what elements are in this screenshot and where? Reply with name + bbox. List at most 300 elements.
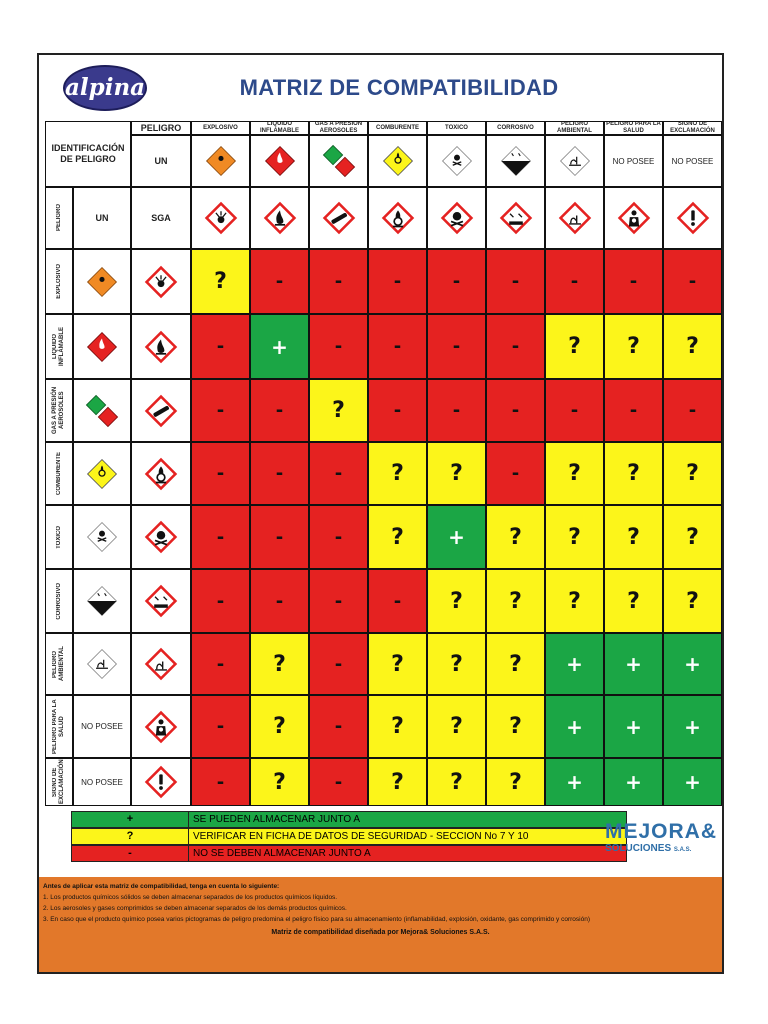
compatibility-cell — [604, 314, 663, 379]
compatibility-cell — [191, 695, 250, 758]
compatibility-matrix — [45, 121, 722, 806]
compatibility-symbol: - — [511, 271, 520, 292]
un-pictogram-cell — [309, 135, 368, 187]
compatibility-cell — [545, 442, 604, 505]
compatibility-cell — [427, 633, 486, 695]
ghs-oxidizer-icon — [144, 457, 178, 491]
ghs-exclamation-icon — [144, 765, 178, 799]
compatibility-symbol: - — [216, 771, 225, 793]
row-label-cell — [45, 695, 73, 758]
ghs-gas-cylinder-icon — [322, 201, 356, 235]
compatibility-symbol: ? — [214, 269, 227, 294]
compatibility-cell — [663, 633, 722, 695]
legend-symbol: + — [126, 813, 134, 825]
no-posee-label: NO POSEE — [81, 722, 123, 731]
row-label: SIGNO DE EXCLAMACIÓN — [52, 759, 65, 805]
un-explosive-icon — [85, 265, 119, 299]
compatibility-cell — [191, 505, 250, 569]
column-header — [604, 121, 663, 135]
compatibility-symbol: + — [684, 714, 701, 739]
column-header-label: SIGNO DE EXCLAMACIÓN — [670, 121, 715, 134]
compatibility-cell — [368, 314, 427, 379]
compatibility-cell — [663, 379, 722, 442]
ghs-environment-icon — [558, 201, 592, 235]
compatibility-symbol: - — [393, 336, 402, 357]
compatibility-symbol: ? — [686, 334, 699, 359]
sga-label-cell — [131, 187, 191, 249]
note-item: 2. Los aerosoles y gases comprimidos se deben almacenar separados de los demás productos químicos. — [43, 905, 347, 912]
un-environment-icon — [85, 647, 119, 681]
column-header-label: GAS A PRESIÓN AEROSOLES — [314, 121, 363, 134]
sga-pictogram-cell — [427, 187, 486, 249]
un-flammable-icon — [85, 330, 119, 364]
compatibility-cell — [368, 758, 427, 806]
row-label-cell — [45, 505, 73, 569]
ghs-skull-icon — [440, 201, 474, 235]
row-un-pictogram-cell — [73, 695, 131, 758]
sga-label: SGA — [151, 212, 171, 223]
compatibility-cell — [309, 505, 368, 569]
un-label-cell — [73, 187, 131, 249]
un-pictogram-cell — [427, 135, 486, 187]
compatibility-cell — [427, 505, 486, 569]
column-header-label: EXPLOSIVO — [203, 124, 238, 131]
row-un-pictogram-cell — [73, 314, 131, 379]
peligro-side-label-cell — [45, 187, 73, 249]
compatibility-symbol: - — [275, 463, 284, 484]
compatibility-symbol: + — [625, 770, 642, 794]
compatibility-cell — [545, 758, 604, 806]
compatibility-symbol: ? — [627, 588, 640, 614]
compatibility-symbol: ? — [273, 714, 286, 739]
compatibility-cell — [309, 379, 368, 442]
compatibility-symbol: ? — [568, 524, 581, 550]
compatibility-cell — [545, 633, 604, 695]
compatibility-symbol: ? — [509, 524, 522, 550]
compatibility-symbol: + — [271, 334, 288, 359]
compatibility-cell — [486, 695, 545, 758]
legend-text: VERIFICAR EN FICHA DE DATOS DE SEGURIDAD - SECCION No 7 Y 10 — [188, 829, 626, 844]
row-sga-pictogram-cell — [131, 442, 191, 505]
compatibility-symbol: - — [334, 716, 343, 737]
identification-label: IDENTIFICACIÓN DE PELIGRO — [51, 143, 125, 164]
compatibility-symbol: ? — [627, 334, 640, 359]
un-corrosive-icon — [499, 144, 533, 178]
compatibility-symbol: - — [452, 336, 461, 357]
compatibility-symbol: - — [688, 271, 697, 292]
sga-pictogram-cell — [368, 187, 427, 249]
un-pictogram-cell — [486, 135, 545, 187]
column-header — [663, 121, 722, 135]
compatibility-cell — [309, 442, 368, 505]
column-header — [427, 121, 486, 135]
compatibility-cell — [604, 379, 663, 442]
compatibility-symbol: - — [570, 400, 579, 421]
column-header-label: TOXICO — [445, 124, 468, 131]
compatibility-symbol: + — [625, 652, 642, 676]
column-header — [309, 121, 368, 135]
compatibility-symbol: - — [275, 590, 284, 612]
compatibility-cell — [486, 249, 545, 314]
row-label: TOXICO — [55, 525, 62, 549]
ghs-skull-icon — [144, 520, 178, 554]
brand-line2: SOLUCIONES — [605, 843, 672, 854]
column-header — [486, 121, 545, 135]
ghs-gas-cylinder-icon — [144, 394, 178, 428]
compatibility-symbol: + — [566, 652, 583, 676]
compatibility-symbol: ? — [391, 651, 404, 677]
column-header — [368, 121, 427, 135]
row-label: LIQUIDO INFLAMABLE — [52, 327, 65, 366]
compatibility-symbol: - — [511, 400, 520, 421]
compatibility-symbol: ? — [509, 651, 522, 677]
compatibility-symbol: ? — [686, 461, 699, 486]
column-header-label: CORROSIVO — [497, 124, 534, 131]
row-sga-pictogram-cell — [131, 695, 191, 758]
compatibility-symbol: + — [684, 770, 701, 794]
compatibility-cell — [486, 758, 545, 806]
un-pictogram-cell — [604, 135, 663, 187]
un-header — [131, 135, 191, 187]
compatibility-symbol: ? — [273, 651, 286, 677]
un-header-label: UN — [154, 155, 168, 166]
un-corrosive-icon — [85, 584, 119, 618]
column-header-label: PELIGRO PARA LA SALUD — [606, 121, 661, 134]
compatibility-cell — [604, 633, 663, 695]
compatibility-cell — [368, 505, 427, 569]
notes-intro: Antes de aplicar esta matriz de compatibilidad, tenga en cuenta lo siguiente: — [43, 883, 280, 890]
compatibility-cell — [191, 633, 250, 695]
compatibility-cell — [309, 249, 368, 314]
legend-text: NO SE DEBEN ALMACENAR JUNTO A — [188, 846, 626, 861]
compatibility-cell — [309, 758, 368, 806]
compatibility-cell — [427, 379, 486, 442]
compatibility-symbol: - — [216, 463, 225, 484]
un-pictogram-cell — [663, 135, 722, 187]
compatibility-cell — [191, 314, 250, 379]
sga-pictogram-cell — [604, 187, 663, 249]
compatibility-symbol: ? — [450, 651, 463, 677]
peligro-header — [131, 121, 191, 135]
credit-line: Matriz de compatibilidad diseñada por Mejora& Soluciones S.A.S. — [271, 929, 490, 936]
compatibility-cell — [545, 569, 604, 633]
compatibility-cell — [663, 314, 722, 379]
compatibility-cell — [663, 249, 722, 314]
ghs-exclamation-icon — [676, 201, 710, 235]
compatibility-symbol: - — [216, 653, 225, 675]
compatibility-cell — [663, 442, 722, 505]
compatibility-symbol: ? — [509, 714, 522, 739]
column-header-label: PELIGRO AMBIENTAL — [557, 121, 592, 134]
sga-pictogram-cell — [191, 187, 250, 249]
row-label: PELIGRO PARA LA SALUD — [52, 699, 65, 754]
compatibility-symbol: ? — [450, 714, 463, 739]
page-title: MATRIZ DE COMPATIBILIDAD — [239, 75, 559, 100]
compatibility-cell — [250, 758, 309, 806]
compatibility-symbol: - — [275, 271, 284, 292]
compatibility-cell — [663, 695, 722, 758]
compatibility-symbol: - — [511, 336, 520, 357]
compatibility-cell — [486, 633, 545, 695]
compatibility-cell — [191, 249, 250, 314]
row-label-cell — [45, 379, 73, 442]
row-un-pictogram-cell — [73, 758, 131, 806]
compatibility-symbol: ? — [391, 461, 404, 486]
compatibility-symbol: ? — [568, 461, 581, 486]
compatibility-cell — [604, 442, 663, 505]
compatibility-cell — [427, 569, 486, 633]
row-un-pictogram-cell — [73, 379, 131, 442]
compatibility-symbol: + — [566, 714, 583, 739]
compatibility-cell — [191, 758, 250, 806]
compatibility-cell — [427, 442, 486, 505]
compatibility-cell — [309, 314, 368, 379]
compatibility-cell — [427, 249, 486, 314]
compatibility-symbol: - — [393, 590, 402, 612]
row-label: PELIGRO AMBIENTAL — [52, 646, 65, 682]
column-header — [250, 121, 309, 135]
compatibility-symbol: - — [334, 463, 343, 484]
un-flammable-icon — [263, 144, 297, 178]
un-pictogram-cell — [368, 135, 427, 187]
compatibility-symbol: - — [334, 271, 343, 292]
compatibility-cell — [309, 569, 368, 633]
compatibility-symbol: ? — [391, 524, 404, 550]
row-label-cell — [45, 758, 73, 806]
column-header — [545, 121, 604, 135]
compatibility-cell — [545, 505, 604, 569]
un-pictogram-cell — [191, 135, 250, 187]
compatibility-cell — [545, 695, 604, 758]
compatibility-cell — [427, 695, 486, 758]
ghs-flame-icon — [144, 330, 178, 364]
compatibility-symbol: - — [334, 336, 343, 357]
compatibility-cell — [368, 633, 427, 695]
no-posee-label: NO POSEE — [81, 777, 123, 787]
note-item: 3. En caso que el producto químico posea varios pictogramas de peligro predomina el peligro físico para su almacenamiento (inflamabilidad, explosión, oxidante, gas comprimido y corrosión) — [43, 916, 591, 923]
compatibility-cell — [486, 379, 545, 442]
peligro-header-label: PELIGRO — [140, 122, 182, 133]
row-label: COMBURENTE — [55, 452, 62, 495]
row-label-cell — [45, 633, 73, 695]
compatibility-cell — [545, 249, 604, 314]
compatibility-cell — [191, 379, 250, 442]
compatibility-symbol: - — [393, 400, 402, 421]
compatibility-symbol: ? — [568, 588, 581, 614]
row-sga-pictogram-cell — [131, 505, 191, 569]
compatibility-cell — [250, 442, 309, 505]
un-gas-icon — [85, 394, 119, 428]
no-posee-label: NO POSEE — [671, 156, 714, 166]
compatibility-cell — [604, 249, 663, 314]
compatibility-symbol: - — [452, 400, 461, 421]
un-gas-icon — [322, 144, 356, 178]
compatibility-cell — [191, 569, 250, 633]
notes-box — [39, 877, 722, 972]
compatibility-symbol: ? — [391, 769, 404, 795]
compatibility-cell — [309, 633, 368, 695]
mejora-soluciones-logo — [605, 821, 717, 865]
row-label-cell — [45, 569, 73, 633]
compatibility-cell — [368, 442, 427, 505]
compatibility-cell — [309, 695, 368, 758]
row-un-pictogram-cell — [73, 633, 131, 695]
compatibility-cell — [250, 695, 309, 758]
un-explosive-icon — [204, 144, 238, 178]
compatibility-symbol: - — [216, 336, 225, 357]
compatibility-cell — [486, 442, 545, 505]
legend — [71, 811, 627, 866]
un-pictogram-cell — [250, 135, 309, 187]
compatibility-symbol: + — [566, 770, 583, 794]
compatibility-cell — [486, 569, 545, 633]
compatibility-cell — [368, 695, 427, 758]
compatibility-cell — [250, 633, 309, 695]
compatibility-symbol: ? — [450, 461, 463, 486]
note-item: 1. Los productos químicos sólidos se deben almacenar separados de los productos químicos líquidos. — [43, 894, 338, 901]
compatibility-symbol: - — [570, 271, 579, 292]
sga-pictogram-cell — [663, 187, 722, 249]
compatibility-symbol: - — [334, 590, 343, 612]
compatibility-symbol: ? — [450, 769, 463, 795]
row-sga-pictogram-cell — [131, 249, 191, 314]
ghs-corrosive-icon — [499, 201, 533, 235]
compatibility-cell — [663, 758, 722, 806]
compatibility-symbol: - — [275, 400, 284, 421]
brand-suffix: S.A.S. — [673, 847, 692, 853]
compatibility-symbol: ? — [509, 588, 522, 614]
ghs-health-hazard-icon — [144, 710, 178, 744]
ghs-corrosive-icon — [144, 584, 178, 618]
row-un-pictogram-cell — [73, 249, 131, 314]
sga-pictogram-cell — [545, 187, 604, 249]
row-label-cell — [45, 314, 73, 379]
compatibility-cell — [368, 379, 427, 442]
row-label-cell — [45, 249, 73, 314]
compatibility-cell — [545, 379, 604, 442]
ghs-environment-icon — [144, 647, 178, 681]
compatibility-symbol: ? — [568, 334, 581, 359]
compatibility-cell — [250, 505, 309, 569]
compatibility-cell — [368, 569, 427, 633]
compatibility-cell — [250, 379, 309, 442]
row-un-pictogram-cell — [73, 505, 131, 569]
compatibility-symbol: - — [216, 590, 225, 612]
compatibility-symbol: - — [334, 771, 343, 793]
compatibility-symbol: - — [452, 271, 461, 292]
compatibility-symbol: ? — [391, 714, 404, 739]
column-header — [191, 121, 250, 135]
compatibility-cell — [427, 314, 486, 379]
brand-line1: MEJORA& — [605, 820, 718, 843]
ghs-explosive-icon — [144, 265, 178, 299]
legend-symbol: - — [128, 847, 132, 859]
compatibility-symbol: - — [216, 716, 225, 737]
compatibility-symbol: - — [629, 271, 638, 292]
sga-pictogram-cell — [309, 187, 368, 249]
legend-row — [71, 811, 627, 828]
un-pictogram-cell — [545, 135, 604, 187]
legend-symbol: ? — [126, 830, 134, 842]
compatibility-cell — [604, 695, 663, 758]
ghs-explosive-icon — [204, 201, 238, 235]
compatibility-cell — [663, 505, 722, 569]
alpina-logo: alpina — [63, 65, 147, 111]
row-label: GAS A PRESIÓN AEROSOLES — [52, 386, 65, 435]
compatibility-symbol: - — [688, 400, 697, 421]
compatibility-symbol: + — [448, 525, 465, 549]
compatibility-symbol: - — [334, 526, 343, 548]
compatibility-cell — [250, 569, 309, 633]
row-sga-pictogram-cell — [131, 569, 191, 633]
compatibility-symbol: ? — [273, 769, 286, 795]
compatibility-symbol: + — [625, 714, 642, 739]
ghs-health-hazard-icon — [617, 201, 651, 235]
compatibility-symbol: - — [629, 400, 638, 421]
compatibility-symbol: ? — [509, 769, 522, 795]
compatibility-cell — [604, 569, 663, 633]
compatibility-cell — [191, 442, 250, 505]
compatibility-symbol: - — [334, 653, 343, 675]
compatibility-symbol: - — [511, 463, 520, 484]
sga-pictogram-cell — [486, 187, 545, 249]
compatibility-cell — [486, 314, 545, 379]
legend-row — [71, 845, 627, 862]
compatibility-cell — [663, 569, 722, 633]
legend-row — [71, 828, 627, 845]
compatibility-sheet — [37, 53, 724, 974]
compatibility-symbol: ? — [686, 524, 699, 550]
row-label: CORROSIVO — [55, 582, 62, 620]
row-un-pictogram-cell — [73, 569, 131, 633]
un-toxic-icon — [85, 520, 119, 554]
compatibility-cell — [545, 314, 604, 379]
sga-pictogram-cell — [250, 187, 309, 249]
un-oxidizer-icon — [381, 144, 415, 178]
compatibility-cell — [250, 249, 309, 314]
compatibility-cell — [427, 758, 486, 806]
compatibility-symbol: - — [216, 526, 225, 548]
compatibility-cell — [604, 758, 663, 806]
peligro-side-label: PELIGRO — [55, 204, 62, 232]
ghs-oxidizer-icon — [381, 201, 415, 235]
no-posee-label: NO POSEE — [612, 156, 655, 166]
compatibility-cell — [368, 249, 427, 314]
un-environment-icon — [558, 144, 592, 178]
legend-text: SE PUEDEN ALMACENAR JUNTO A — [188, 812, 626, 827]
column-header-label: LIQUIDO INFLAMABLE — [260, 121, 299, 134]
un-label: UN — [95, 212, 109, 223]
compatibility-symbol: ? — [332, 398, 345, 423]
compatibility-cell — [250, 314, 309, 379]
column-header-label: COMBURENTE — [376, 124, 419, 131]
row-label-cell — [45, 442, 73, 505]
compatibility-symbol: - — [216, 400, 225, 421]
un-toxic-icon — [440, 144, 474, 178]
row-sga-pictogram-cell — [131, 314, 191, 379]
row-sga-pictogram-cell — [131, 379, 191, 442]
compatibility-symbol: ? — [450, 588, 463, 614]
compatibility-symbol: ? — [686, 588, 699, 614]
row-label: EXPLOSIVO — [55, 264, 62, 299]
compatibility-symbol: + — [684, 652, 701, 676]
ghs-flame-icon — [263, 201, 297, 235]
compatibility-symbol: - — [275, 526, 284, 548]
compatibility-cell — [604, 505, 663, 569]
un-oxidizer-icon — [85, 457, 119, 491]
compatibility-cell — [486, 505, 545, 569]
row-sga-pictogram-cell — [131, 758, 191, 806]
